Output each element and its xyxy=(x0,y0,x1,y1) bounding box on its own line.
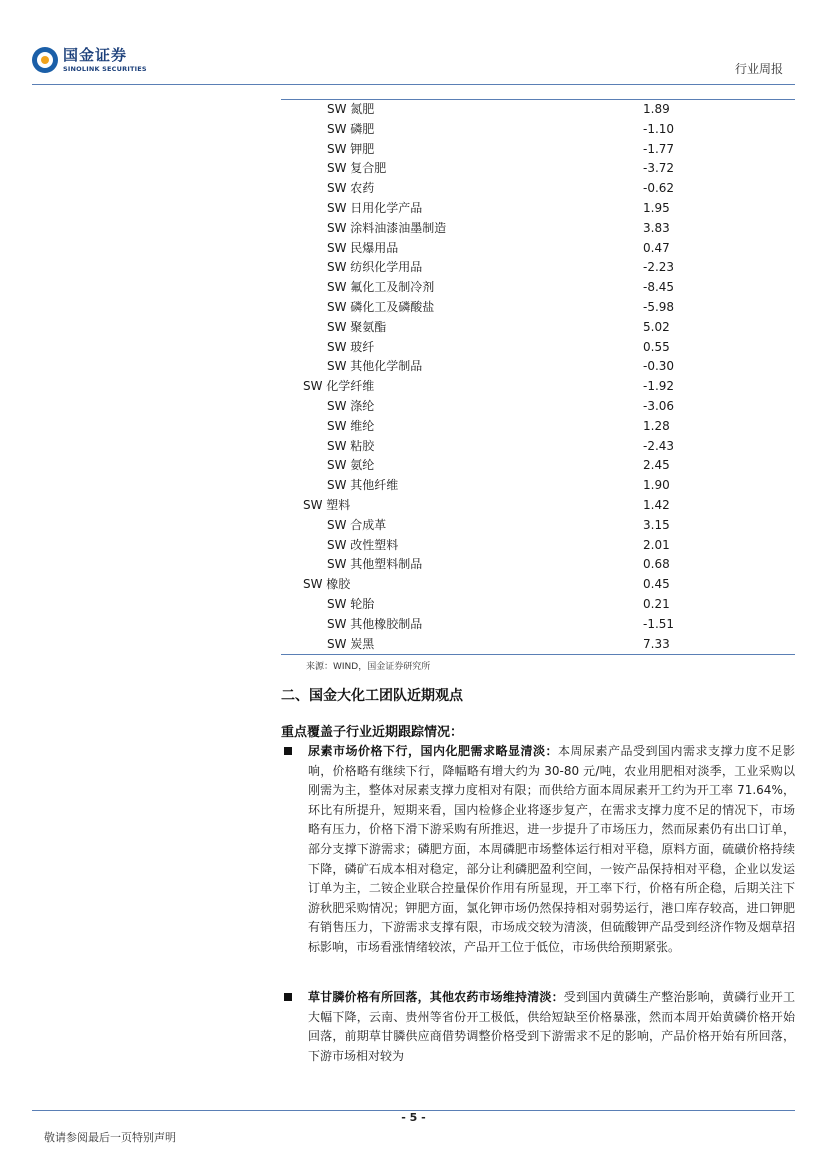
table-row xyxy=(281,575,795,595)
table-row xyxy=(281,555,795,575)
industry-name: SW 氮肥 xyxy=(327,102,375,116)
header-divider xyxy=(32,84,795,85)
industry-name: SW 炭黑 xyxy=(327,636,375,651)
table-row xyxy=(281,536,795,556)
industry-name: SW 其他纤维 xyxy=(327,478,399,493)
industry-name: SW 氨纶 xyxy=(327,458,375,473)
table-bottom-rule xyxy=(281,654,795,655)
industry-name: SW 轮胎 xyxy=(327,596,375,611)
weekly-change-value: -5.98 xyxy=(643,299,675,314)
industry-name: SW 塑料 xyxy=(303,497,351,512)
weekly-change-value: 1.95 xyxy=(643,200,670,215)
table-row xyxy=(281,219,795,239)
index-change-table xyxy=(281,99,795,655)
table-row xyxy=(281,258,795,278)
bullet-lead: 尿素市场价格下行，国内化肥需求略显清淡： xyxy=(308,744,558,758)
logo-mark-icon xyxy=(32,47,58,73)
industry-name: SW 其他化学制品 xyxy=(327,359,423,374)
weekly-change-value: -1.77 xyxy=(643,141,675,156)
square-bullet-icon xyxy=(284,993,292,1001)
table-row xyxy=(281,140,795,160)
logo-name-cn: 国金证券 xyxy=(63,45,128,64)
industry-name: SW 化学纤维 xyxy=(303,379,375,394)
weekly-change-value: 0.47 xyxy=(643,240,670,255)
weekly-change-value: 7.33 xyxy=(643,636,670,651)
industry-name: SW 复合肥 xyxy=(327,161,387,176)
table-row xyxy=(281,239,795,259)
table-row xyxy=(281,437,795,457)
section-subtitle: 重点覆盖子行业近期跟踪情况： xyxy=(281,725,464,740)
table-row xyxy=(281,456,795,476)
weekly-change-value: -1.92 xyxy=(643,379,675,394)
bullet-text: 本周尿素产品受到国内需求支撑力度不足影响，价格略有继续下行，降幅略有增大约为 30-80 元/吨，农业用肥相对淡季，工业采购以刚需为主，整体对尿素支撑力度相对有限；而供给方面本周尿素开工约为开工率 71.64%，环比有所提升，短期来看，国内检修企业将逐步复产，在需求支撑力度不足的情况下，市场略有压力，价格下滑下游采购有所推迟，进一步提升了市场压力，然而尿素仍有出口订单，部分支撑下游需求；磷肥方面，本周磷肥市场整体运行相对平稳，原料方面，硫磺价格持续下降，磷矿石成本相对稳定，部分让利磷肥盈利空间，一铵产品保持相对平稳，企业以发运订单为主，二铵企业联合控量保价作用有所显现，开工率下行，价格有所企稳，后期关注下游秋肥采购情况；钾肥方面，氯化钾市场仍然保持相对弱势运行，港口库存较高，进口钾肥有销售压力，下游需求支撑有限，市场成交较为清淡，但硫酸钾产品受到经济作物及烟草招标影响，市场看涨情绪较浓，产品开工位于低位，市场供给预期紧张。 xyxy=(308,744,795,954)
weekly-change-value: 2.45 xyxy=(643,458,670,473)
weekly-change-value: -3.72 xyxy=(643,161,675,176)
table-row xyxy=(281,476,795,496)
table-row xyxy=(281,199,795,219)
bullet-paragraph xyxy=(308,742,795,958)
industry-name: SW 农药 xyxy=(327,181,375,196)
bullet-paragraph xyxy=(308,988,795,1066)
weekly-change-value: -1.10 xyxy=(643,121,675,136)
industry-name: SW 日用化学产品 xyxy=(327,200,423,215)
table-row xyxy=(281,397,795,417)
logo-name-en: SINOLINK SECURITIES xyxy=(63,64,147,73)
table-row xyxy=(281,516,795,536)
industry-name: SW 维纶 xyxy=(327,418,375,433)
table-row xyxy=(281,496,795,516)
table-row xyxy=(281,120,795,140)
weekly-change-value: 0.45 xyxy=(643,577,670,592)
table-source: 来源：WIND，国金证券研究所 xyxy=(306,662,431,672)
industry-name: SW 橡胶 xyxy=(303,577,351,592)
page-number: - 5 - xyxy=(401,1111,426,1124)
industry-name: SW 聚氨酯 xyxy=(327,319,387,334)
industry-name: SW 改性塑料 xyxy=(327,537,399,552)
weekly-change-value: 5.02 xyxy=(643,319,670,334)
company-logo xyxy=(32,47,147,73)
weekly-change-value: -0.30 xyxy=(643,359,675,374)
industry-name: SW 磷化工及磷酸盐 xyxy=(327,299,435,314)
industry-name: SW 合成革 xyxy=(327,517,387,532)
weekly-change-value: -2.43 xyxy=(643,438,675,453)
table-row xyxy=(281,278,795,298)
report-type: 行业周报 xyxy=(734,62,783,76)
table-row xyxy=(281,318,795,338)
industry-name: SW 民爆用品 xyxy=(327,240,399,255)
table-row xyxy=(281,595,795,615)
table-row xyxy=(281,179,795,199)
bullet-urea xyxy=(281,742,795,958)
page-header xyxy=(0,0,827,86)
weekly-change-value: 2.01 xyxy=(643,537,670,552)
industry-name: SW 其他塑料制品 xyxy=(327,557,423,572)
weekly-change-value: 0.68 xyxy=(643,557,670,572)
table-row xyxy=(281,100,795,120)
weekly-change-value: -8.45 xyxy=(643,280,675,295)
section-title: 二、国金大化工团队近期观点 xyxy=(281,688,463,704)
weekly-change-value: 3.15 xyxy=(643,517,670,532)
weekly-change-value: 1.89 xyxy=(643,102,670,116)
square-bullet-icon xyxy=(284,747,292,755)
industry-name: SW 粘胶 xyxy=(327,438,375,453)
industry-name: SW 涤纶 xyxy=(327,398,375,413)
weekly-change-value: -1.51 xyxy=(643,616,675,631)
table-row xyxy=(281,298,795,318)
industry-name: SW 钾肥 xyxy=(327,141,375,156)
weekly-change-value: -2.23 xyxy=(643,260,675,275)
industry-name: SW 纺织化学用品 xyxy=(327,260,423,275)
weekly-change-value: -3.06 xyxy=(643,398,675,413)
table-row xyxy=(281,357,795,377)
table-row xyxy=(281,615,795,635)
industry-name: SW 磷肥 xyxy=(327,121,375,136)
weekly-change-value: 1.42 xyxy=(643,497,670,512)
weekly-change-value: 1.90 xyxy=(643,478,670,493)
bullet-text: 受到国内黄磷生产整治影响，黄磷行业开工大幅下降，云南、贵州等省份开工极低，供给短缺至价格暴涨，然而本周开始黄磷价格开始回落，前期草甘膦供应商借势调整价格受到下游需求不足的影响，产品价格开始有所回落，下游市场相对较为 xyxy=(308,990,795,1063)
table-row xyxy=(281,338,795,358)
table-row xyxy=(281,159,795,179)
bullet-glyphosate xyxy=(281,988,795,1066)
industry-name: SW 其他橡胶制品 xyxy=(327,616,423,631)
bullet-lead: 草甘膦价格有所回落，其他农药市场维持清淡： xyxy=(308,990,564,1004)
weekly-change-value: 3.83 xyxy=(643,220,670,235)
industry-name: SW 氟化工及制冷剂 xyxy=(327,280,435,295)
table-row xyxy=(281,377,795,397)
table-row xyxy=(281,417,795,437)
footer-disclaimer: 敬请参阅最后一页特别声明 xyxy=(44,1131,176,1144)
industry-name: SW 涂料油漆油墨制造 xyxy=(327,220,447,235)
table-row xyxy=(281,635,795,655)
weekly-change-value: 0.21 xyxy=(643,596,670,611)
industry-name: SW 玻纤 xyxy=(327,339,375,354)
weekly-change-value: -0.62 xyxy=(643,181,675,196)
weekly-change-value: 0.55 xyxy=(643,339,670,354)
weekly-change-value: 1.28 xyxy=(643,418,670,433)
